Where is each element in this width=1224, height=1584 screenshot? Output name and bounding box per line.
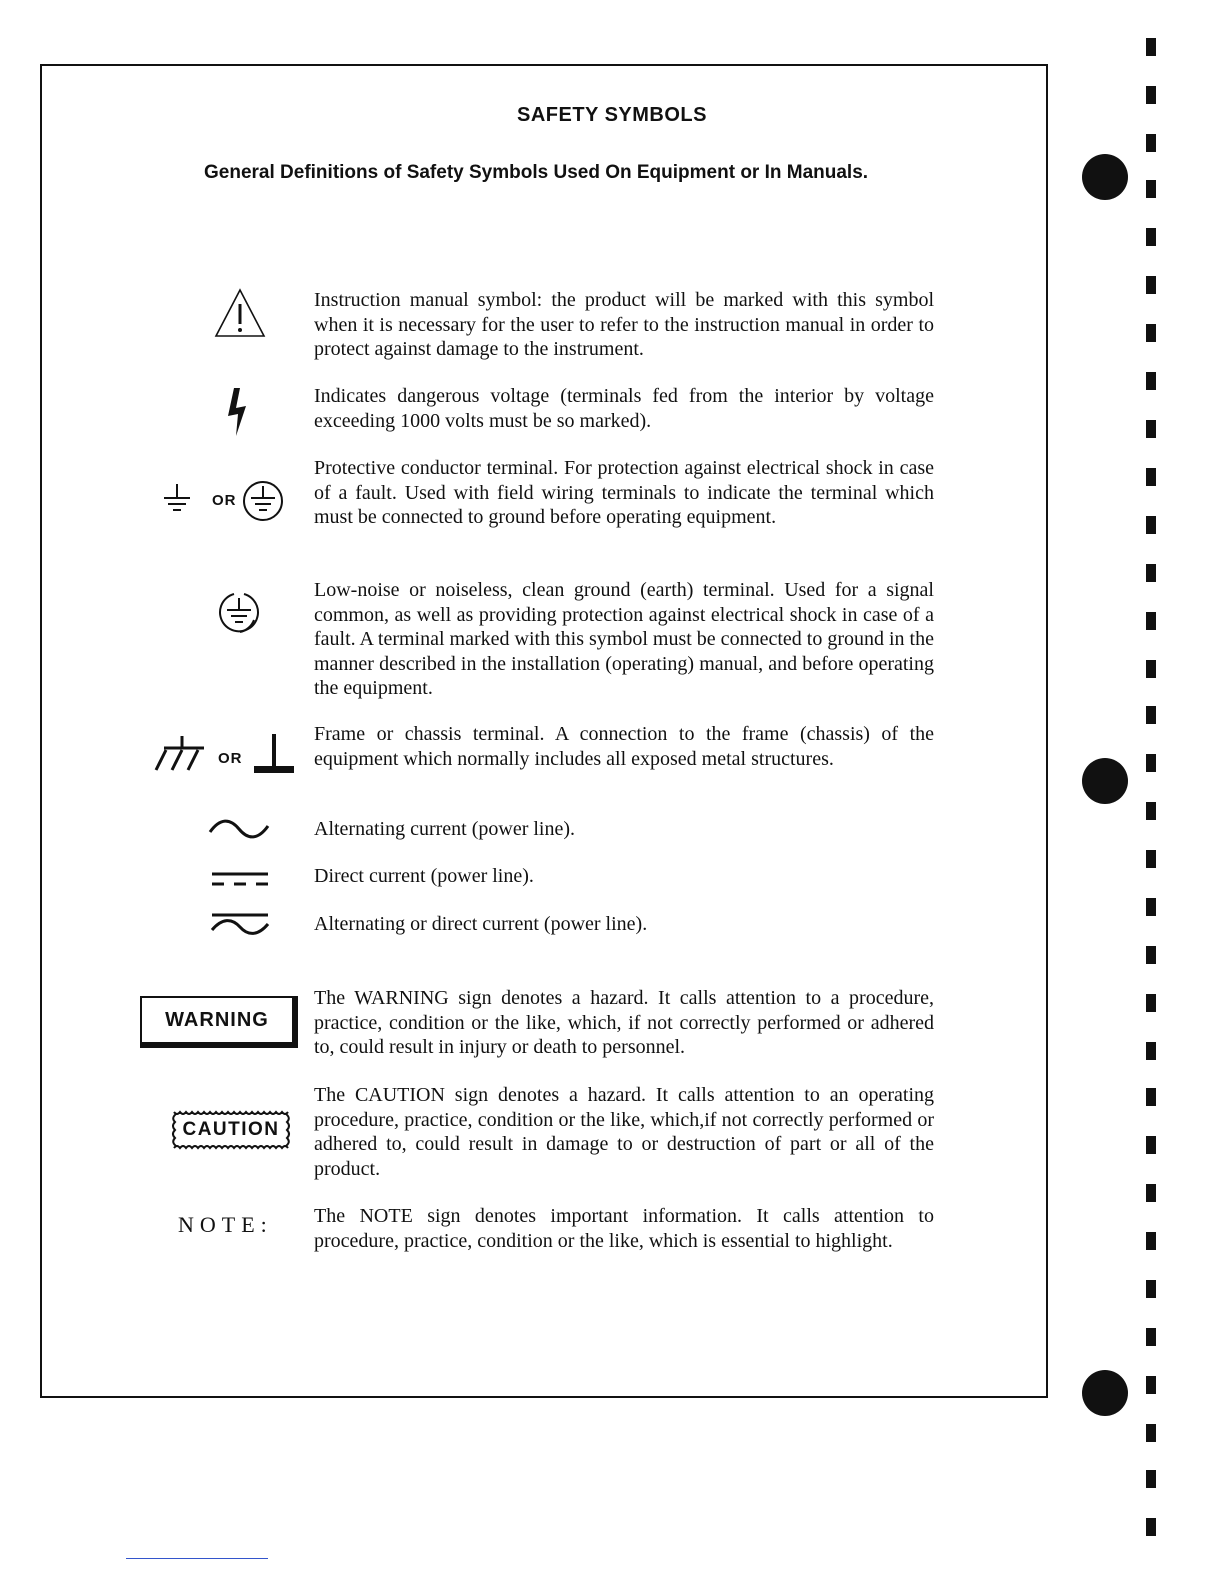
- instruction-manual-description: Instruction manual symbol: the product will be marked with this symbol when it is necessary for the user to refer to the instruction manual in order to protect against damage to the instrument.: [314, 289, 934, 360]
- binder-hole: [1082, 1370, 1128, 1416]
- direct-current-icon: [210, 868, 270, 890]
- ac-or-dc-icon: [210, 910, 270, 938]
- binder-hole: [1082, 154, 1128, 200]
- footer-rule: [126, 1558, 268, 1559]
- warning-sign: [140, 996, 296, 1048]
- alternating-current-description: Alternating current (power line).: [314, 818, 576, 840]
- direct-current-description: Direct current (power line).: [314, 865, 534, 887]
- warning-label: WARNING: [140, 996, 298, 1048]
- clean-ground-description: Low-noise or noiseless, clean ground (earth) terminal. Used for a signal common, as well as providing protection against electrical shock in case of a fault. A terminal marked with this symbol must be connected to ground in the manner described in the installation (operating) manual, and before operating the equipment.: [314, 579, 934, 699]
- binder-hole: [1082, 758, 1128, 804]
- caution-label: CAUTION: [182, 1119, 280, 1140]
- protective-conductor-description: Protective conductor terminal. For protection against electrical shock in case of a fault. Used with field wiring terminals to indicate the terminal which must be connected to ground before operating equipment.: [314, 457, 934, 528]
- or-label: OR: [212, 492, 237, 509]
- dangerous-voltage-icon: [224, 384, 254, 440]
- protective-conductor-ground-icon: [160, 482, 194, 522]
- protective-conductor-icon: [240, 478, 286, 524]
- caution-description: The CAUTION sign denotes a hazard. It calls attention to an operating procedure, practice, condition or the like, which,if not correctly performed or adhered to, could result in damage to or destruction of part or all of the product.: [314, 1084, 934, 1180]
- alternating-current-icon: [208, 818, 270, 840]
- ac-or-dc-description: Alternating or direct current (power line).: [314, 913, 648, 935]
- instruction-manual-icon: [212, 286, 268, 342]
- chassis-terminal-icon: [252, 732, 296, 776]
- or-label: OR: [218, 750, 243, 767]
- chassis-terminal-description: Frame or chassis terminal. A connection to the frame (chassis) of the equipment which normally includes all exposed metal structures.: [314, 723, 934, 770]
- chassis-frame-icon: [152, 734, 210, 774]
- dangerous-voltage-description: Indicates dangerous voltage (terminals fed from the interior by voltage exceeding 1000 volts must be so marked).: [314, 385, 934, 432]
- note-description: The NOTE sign denotes important information. It calls attention to procedure, practice, condition or the like, which is essential to highlight.: [314, 1205, 934, 1252]
- clean-ground-icon: [214, 590, 264, 636]
- warning-description: The WARNING sign denotes a hazard. It calls attention to a procedure, practice, condition or the like, which, if not correctly performed or adhered to, could result in injury or death to personnel.: [314, 987, 934, 1058]
- page-subtitle: General Definitions of Safety Symbols Used On Equipment or In Manuals.: [204, 162, 869, 183]
- page-title: SAFETY SYMBOLS: [517, 104, 707, 126]
- caution-sign: [170, 1110, 292, 1150]
- note-label: NOTE:: [178, 1212, 273, 1237]
